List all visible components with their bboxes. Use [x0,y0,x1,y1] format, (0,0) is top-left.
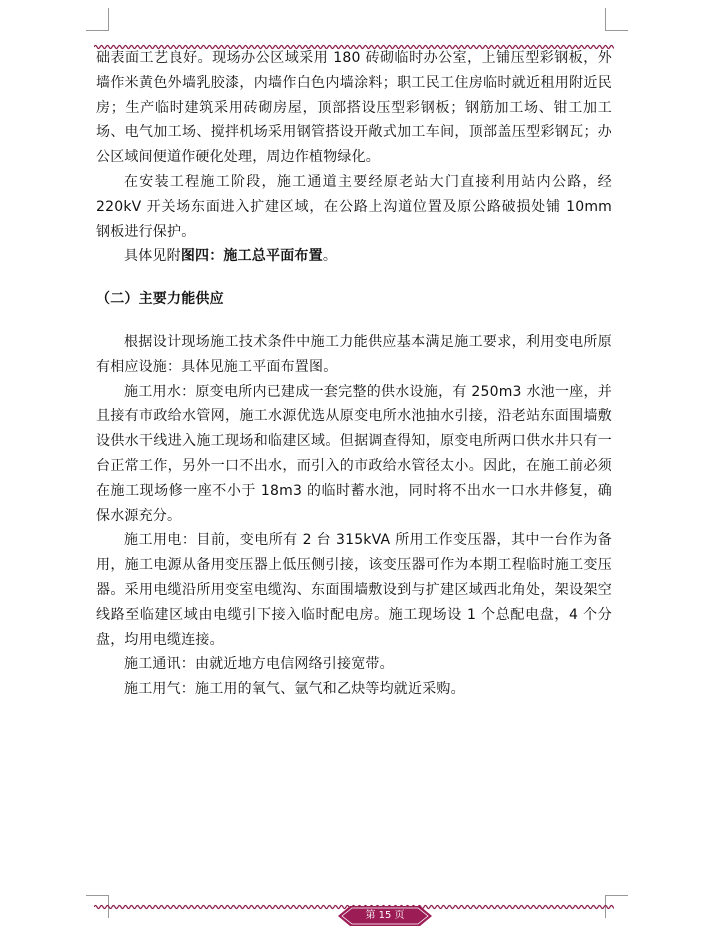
paragraph: 在安装工程施工阶段，施工通道主要经原老站大门直接利用站内公路，经 220kV 开关场东面进入扩建区域，在公路上沟道位置及原公路破损处铺 10mm 钢板进行保护。 [96,173,612,240]
crop-mark-top-right [605,8,628,31]
paragraph: 施工用电：目前，变电所有 2 台 315kVA 所用工作变压器，其中一台作为备用，施工电源从备用变压器上低压侧引接，该变压器可作为本期工程临时施工变压器。采用电缆沿所用变室电缆沟、东面围墙敷设到与扩建区域西北角处，架设架空线路至临建区域由电缆引下接入临时配电房。施工现场设 1 个总配电盘，4 个分盘，均用电缆连接。 [96,532,612,648]
figure-ref-prefix: 具体见附 [124,248,181,265]
paragraph: 施工用气：施工用的氧气、氩气和乙炔等均就近采购。 [124,681,465,698]
page-number-badge [338,906,432,926]
section-heading: （二）主要力能供应 [96,291,224,308]
paragraph: 施工通讯：由就近地方电信网络引接宽带。 [124,656,394,673]
figure-ref-title: 图四：施工总平面布置 [180,248,323,265]
crop-mark-top-left [86,8,109,31]
paragraph: 施工用水：原变电所内已建成一套完整的供水设施，有 250m3 水池一座，并且接有市政给水管网，施工水源优选从原变电所水池抽水引接，沿老站东面围墙敷设供水干线进入施工现场和临建区域。但据调查得知，原变电所两口供水井只有一台正常工作，另外一口不出水，而引入的市政给水管径太小。因此，在施工前必须在施工现场修一座不小于 18m3 的临时蓄水池，同时将不出水一口水井修复，确保水源充分。 [96,383,612,524]
document-body [96,46,612,702]
figure-ref-suffix: 。 [322,248,338,265]
figure-reference [96,244,612,269]
paragraph: 根据设计现场施工技术条件中施工力能供应基本满足施工要求，利用变电所原有相应设施：具体见施工平面布置图。 [96,333,612,375]
page-number: 第 15 页 [365,910,405,921]
paragraph: 础表面工艺良好。现场办公区域采用 180 砖砌临时办公室，上铺压型彩钢板，外墙作米黄色外墙乳胶漆，内墙作白色内墙涂料；职工民工住房临时就近租用附近民房；生产临时建筑采用砖砌房屋，顶部搭设压型彩钢板；钢筋加工场、钳工加工场、电气加工场、搅拌机场采用钢管搭设开敞式加工车间，顶部盖压型彩钢瓦；办公区域间便道作硬化处理，周边作植物绿化。 [96,50,612,166]
